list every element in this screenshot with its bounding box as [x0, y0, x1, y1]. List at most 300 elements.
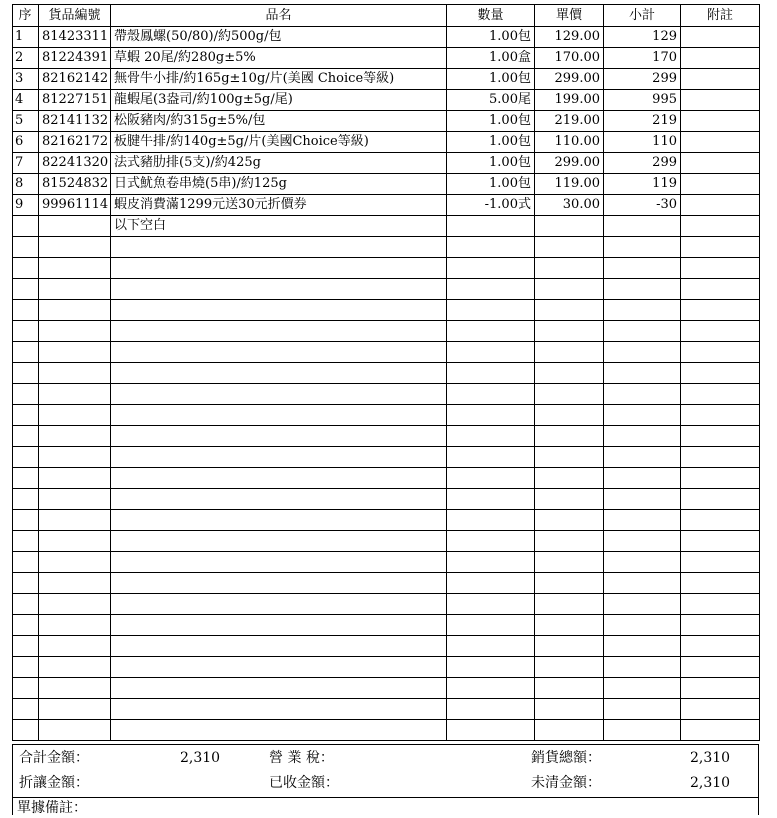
- blank-cell: [39, 321, 111, 342]
- blank-cell: [111, 258, 447, 279]
- blank-cell: [39, 720, 111, 741]
- blank-row: [13, 510, 760, 531]
- row-qty: [447, 195, 535, 216]
- row-name: 無骨牛小排/約165g±10g/片(美國 Choice等級): [111, 69, 447, 90]
- blank-cell: [535, 657, 604, 678]
- row-code: 81227151: [39, 90, 111, 111]
- blank-cell: [604, 258, 681, 279]
- row-name: 龍蝦尾(3盎司/約100g±5g/尾): [111, 90, 447, 111]
- blank-cell: [111, 678, 447, 699]
- row-seq: 9: [13, 195, 39, 216]
- blank-cell: [681, 237, 760, 258]
- blank-row: [13, 552, 760, 573]
- blank-cell: [604, 405, 681, 426]
- row-note: [681, 153, 760, 174]
- blank-cell: [447, 720, 535, 741]
- row-name: 板腱牛排/約140g±5g/片(美國Choice等級): [111, 132, 447, 153]
- row-qty-value: 1.00: [489, 176, 518, 191]
- blank-cell: [13, 552, 39, 573]
- blank-cell: [39, 447, 111, 468]
- blank-cell: [111, 657, 447, 678]
- blank-cell: [604, 720, 681, 741]
- header-subtotal: 小計: [604, 5, 681, 27]
- table-row: [13, 132, 760, 153]
- unpaid-value: 2,310: [690, 775, 731, 791]
- order-sheet: [12, 4, 759, 741]
- blank-cell: [39, 615, 111, 636]
- order-table-body: [13, 27, 760, 741]
- blank-cell: [535, 615, 604, 636]
- blank-cell: [535, 363, 604, 384]
- row-subtotal: -30: [604, 195, 681, 216]
- blank-cell: [111, 468, 447, 489]
- header-row: [13, 5, 760, 27]
- remark-row: [13, 797, 758, 818]
- row-qty-value: 1.00: [489, 29, 518, 44]
- row-qty: [447, 48, 535, 69]
- blank-cell: [681, 594, 760, 615]
- blank-cell: [447, 447, 535, 468]
- total-value: 2,310: [180, 750, 221, 766]
- blank-cell: [13, 699, 39, 720]
- row-note: [681, 69, 760, 90]
- blank-cell: [447, 657, 535, 678]
- blank-cell: [447, 594, 535, 615]
- summary-footer: [12, 744, 759, 815]
- blank-cell: [13, 279, 39, 300]
- table-row: [13, 153, 760, 174]
- blank-cell: [681, 531, 760, 552]
- blank-cell: [39, 384, 111, 405]
- blank-cell: [681, 447, 760, 468]
- blank-cell: [39, 594, 111, 615]
- blank-cell: [111, 531, 447, 552]
- blank-cell: [604, 573, 681, 594]
- blank-row: [13, 405, 760, 426]
- row-note: [681, 195, 760, 216]
- blank-cell: [447, 489, 535, 510]
- blank-row: [13, 237, 760, 258]
- row-code: 82241320: [39, 153, 111, 174]
- blank-row: [13, 447, 760, 468]
- row-qty: [447, 111, 535, 132]
- blank-cell: [13, 363, 39, 384]
- row-price: 30.00: [535, 195, 604, 216]
- row-seq: 6: [13, 132, 39, 153]
- row-subtotal: 170: [604, 48, 681, 69]
- row-note: [681, 90, 760, 111]
- row-price: 299.00: [535, 153, 604, 174]
- blank-cell: [604, 447, 681, 468]
- table-row: [13, 27, 760, 48]
- blank-cell: [13, 531, 39, 552]
- summary-row-2: [13, 772, 758, 794]
- row-qty-value: 1.00: [489, 50, 518, 65]
- row-name: 蝦皮消費滿1299元送30元折價券: [111, 195, 447, 216]
- blank-cell: [447, 342, 535, 363]
- blank-cell: [681, 342, 760, 363]
- row-note: [681, 27, 760, 48]
- blank-cell: [535, 699, 604, 720]
- blank-row: [13, 279, 760, 300]
- blank-cell: [13, 720, 39, 741]
- blank-cell: [39, 258, 111, 279]
- blank-cell: [111, 699, 447, 720]
- row-code: 82162172: [39, 132, 111, 153]
- blank-cell: [447, 279, 535, 300]
- blank-row: [13, 300, 760, 321]
- row-qty-unit: 尾: [517, 92, 531, 107]
- blank-cell: [681, 258, 760, 279]
- blank-cell: [13, 321, 39, 342]
- row-price: 170.00: [535, 48, 604, 69]
- row-qty-unit: 式: [517, 197, 531, 212]
- blank-cell: [13, 489, 39, 510]
- row-subtotal: 219: [604, 111, 681, 132]
- blank-cell: [39, 699, 111, 720]
- blank-cell: [604, 636, 681, 657]
- row-subtotal: 299: [604, 153, 681, 174]
- blank-row: [13, 363, 760, 384]
- table-row: [13, 111, 760, 132]
- blank-row: [13, 342, 760, 363]
- row-subtotal: 110: [604, 132, 681, 153]
- blank-cell: [39, 678, 111, 699]
- table-row: [13, 69, 760, 90]
- blank-row: [13, 468, 760, 489]
- row-price: 219.00: [535, 111, 604, 132]
- summary-row-1: [13, 747, 758, 769]
- blank-cell: [535, 573, 604, 594]
- header-code: 貨品編號: [39, 5, 111, 27]
- blank-cell: [447, 237, 535, 258]
- row-name: 法式豬肋排(5支)/約425g: [111, 153, 447, 174]
- blank-cell: [13, 468, 39, 489]
- blank-cell: [604, 678, 681, 699]
- row-qty: [447, 69, 535, 90]
- row-qty-unit: 包: [517, 155, 531, 170]
- blank-cell: [39, 531, 111, 552]
- row-qty-value: -1.00: [484, 197, 518, 212]
- row-subtotal: 119: [604, 174, 681, 195]
- blank-row: [13, 657, 760, 678]
- blank-cell: [604, 363, 681, 384]
- blank-cell: [13, 342, 39, 363]
- blank-cell: [535, 552, 604, 573]
- blank-cell: [535, 426, 604, 447]
- blank-cell: [681, 363, 760, 384]
- blank-cell: [681, 489, 760, 510]
- blank-cell: [681, 426, 760, 447]
- table-row: [13, 90, 760, 111]
- end-marker-row: [13, 216, 760, 237]
- blank-cell: [604, 237, 681, 258]
- blank-cell: [681, 321, 760, 342]
- blank-cell: [13, 573, 39, 594]
- remark-label: 單據備註：: [17, 800, 87, 816]
- row-name: 草蝦 20尾/約280g±5%: [111, 48, 447, 69]
- blank-cell: [111, 573, 447, 594]
- header-seq: 序: [13, 5, 39, 27]
- row-qty-unit: 包: [517, 71, 531, 86]
- blank-row: [13, 258, 760, 279]
- header-qty: 數量: [447, 5, 535, 27]
- blank-cell: [535, 678, 604, 699]
- row-qty: [447, 216, 535, 237]
- blank-cell: [111, 552, 447, 573]
- blank-cell: [681, 510, 760, 531]
- blank-row: [13, 615, 760, 636]
- row-seq: 4: [13, 90, 39, 111]
- blank-cell: [111, 489, 447, 510]
- unpaid-label: 未清金額：: [531, 775, 601, 791]
- blank-cell: [681, 699, 760, 720]
- row-code: 81423311: [39, 27, 111, 48]
- row-qty-unit: 盒: [517, 50, 531, 65]
- blank-cell: [604, 279, 681, 300]
- blank-cell: [111, 447, 447, 468]
- header-note: 附註: [681, 5, 760, 27]
- total-label: 合計金額：: [19, 750, 89, 766]
- table-row: [13, 195, 760, 216]
- blank-cell: [681, 552, 760, 573]
- blank-cell: [447, 426, 535, 447]
- blank-cell: [604, 531, 681, 552]
- blank-cell: [681, 300, 760, 321]
- blank-cell: [681, 384, 760, 405]
- blank-cell: [39, 657, 111, 678]
- tax-label: 營 業 稅：: [269, 750, 334, 766]
- blank-cell: [604, 342, 681, 363]
- blank-cell: [447, 699, 535, 720]
- blank-cell: [447, 678, 535, 699]
- row-price: 110.00: [535, 132, 604, 153]
- blank-cell: [681, 279, 760, 300]
- blank-row: [13, 678, 760, 699]
- blank-row: [13, 384, 760, 405]
- blank-cell: [111, 363, 447, 384]
- blank-cell: [447, 468, 535, 489]
- blank-cell: [535, 258, 604, 279]
- row-code: [39, 216, 111, 237]
- blank-cell: [13, 300, 39, 321]
- blank-cell: [13, 636, 39, 657]
- blank-cell: [681, 636, 760, 657]
- table-row: [13, 48, 760, 69]
- blank-cell: [111, 426, 447, 447]
- blank-cell: [39, 468, 111, 489]
- blank-cell: [681, 573, 760, 594]
- row-note: [681, 132, 760, 153]
- blank-cell: [604, 699, 681, 720]
- blank-row: [13, 636, 760, 657]
- blank-cell: [111, 636, 447, 657]
- blank-cell: [39, 426, 111, 447]
- blank-cell: [39, 552, 111, 573]
- order-table: [12, 4, 760, 741]
- blank-cell: [39, 342, 111, 363]
- row-seq: 2: [13, 48, 39, 69]
- blank-cell: [13, 510, 39, 531]
- blank-cell: [535, 342, 604, 363]
- blank-cell: [447, 531, 535, 552]
- blank-row: [13, 489, 760, 510]
- row-subtotal: 129: [604, 27, 681, 48]
- blank-cell: [535, 489, 604, 510]
- blank-cell: [447, 615, 535, 636]
- row-qty-value: 5.00: [489, 92, 518, 107]
- blank-cell: [39, 300, 111, 321]
- blank-cell: [447, 405, 535, 426]
- blank-cell: [111, 279, 447, 300]
- blank-cell: [535, 468, 604, 489]
- row-qty-unit: 包: [517, 134, 531, 149]
- row-code: 99961114: [39, 195, 111, 216]
- blank-cell: [535, 405, 604, 426]
- blank-row: [13, 426, 760, 447]
- blank-cell: [604, 489, 681, 510]
- row-qty-value: 1.00: [489, 71, 518, 86]
- blank-cell: [13, 384, 39, 405]
- row-name: 帶殼鳳螺(50/80)/約500g/包: [111, 27, 447, 48]
- blank-row: [13, 573, 760, 594]
- row-code: 82141132: [39, 111, 111, 132]
- table-row: [13, 174, 760, 195]
- blank-cell: [39, 363, 111, 384]
- blank-cell: [111, 237, 447, 258]
- blank-cell: [447, 321, 535, 342]
- blank-cell: [39, 405, 111, 426]
- row-seq: 7: [13, 153, 39, 174]
- blank-cell: [111, 342, 447, 363]
- blank-cell: [447, 636, 535, 657]
- row-price: 119.00: [535, 174, 604, 195]
- blank-cell: [604, 468, 681, 489]
- blank-cell: [604, 384, 681, 405]
- blank-cell: [447, 573, 535, 594]
- blank-cell: [535, 636, 604, 657]
- row-price: 199.00: [535, 90, 604, 111]
- row-qty: [447, 174, 535, 195]
- blank-cell: [681, 678, 760, 699]
- blank-row: [13, 321, 760, 342]
- blank-cell: [447, 363, 535, 384]
- blank-cell: [681, 468, 760, 489]
- blank-cell: [39, 636, 111, 657]
- blank-cell: [604, 321, 681, 342]
- blank-cell: [604, 552, 681, 573]
- blank-cell: [13, 426, 39, 447]
- blank-cell: [447, 384, 535, 405]
- row-note: [681, 216, 760, 237]
- row-subtotal: 299: [604, 69, 681, 90]
- received-label: 已收金額：: [269, 775, 339, 791]
- blank-cell: [447, 300, 535, 321]
- row-qty-unit: 包: [517, 29, 531, 44]
- row-name: 松阪豬肉/約315g±5%/包: [111, 111, 447, 132]
- row-subtotal: 995: [604, 90, 681, 111]
- blank-row: [13, 594, 760, 615]
- blank-cell: [447, 552, 535, 573]
- blank-cell: [111, 405, 447, 426]
- blank-row: [13, 699, 760, 720]
- header-name: 品名: [111, 5, 447, 27]
- blank-cell: [39, 279, 111, 300]
- header-price: 單價: [535, 5, 604, 27]
- blank-cell: [13, 657, 39, 678]
- blank-cell: [535, 510, 604, 531]
- row-price: 129.00: [535, 27, 604, 48]
- row-qty-value: 1.00: [489, 155, 518, 170]
- row-price: [535, 216, 604, 237]
- blank-cell: [681, 720, 760, 741]
- row-note: [681, 111, 760, 132]
- discount-label: 折讓金額：: [19, 775, 89, 791]
- blank-cell: [13, 615, 39, 636]
- row-seq: [13, 216, 39, 237]
- row-qty-unit: 包: [517, 113, 531, 128]
- row-qty: [447, 153, 535, 174]
- row-seq: 5: [13, 111, 39, 132]
- sales-total-value: 2,310: [690, 750, 731, 766]
- row-name: 日式魷魚卷串燒(5串)/約125g: [111, 174, 447, 195]
- row-code: 81224391: [39, 48, 111, 69]
- blank-row: [13, 720, 760, 741]
- row-code: 82162142: [39, 69, 111, 90]
- blank-cell: [39, 237, 111, 258]
- blank-cell: [535, 279, 604, 300]
- row-seq: 3: [13, 69, 39, 90]
- sales-total-label: 銷貨總額：: [531, 750, 601, 766]
- blank-cell: [535, 594, 604, 615]
- row-note: [681, 48, 760, 69]
- row-code: 81524832: [39, 174, 111, 195]
- blank-cell: [111, 615, 447, 636]
- blank-cell: [13, 678, 39, 699]
- row-qty: [447, 132, 535, 153]
- blank-cell: [111, 321, 447, 342]
- blank-cell: [604, 594, 681, 615]
- blank-cell: [681, 615, 760, 636]
- blank-cell: [535, 321, 604, 342]
- blank-cell: [535, 531, 604, 552]
- row-note: [681, 174, 760, 195]
- blank-cell: [604, 426, 681, 447]
- blank-cell: [604, 615, 681, 636]
- blank-cell: [39, 510, 111, 531]
- row-subtotal: [604, 216, 681, 237]
- blank-cell: [535, 384, 604, 405]
- row-qty-unit: 包: [517, 176, 531, 191]
- blank-cell: [111, 300, 447, 321]
- blank-cell: [681, 657, 760, 678]
- blank-cell: [535, 300, 604, 321]
- row-qty-value: 1.00: [489, 113, 518, 128]
- blank-row: [13, 531, 760, 552]
- blank-cell: [13, 258, 39, 279]
- blank-cell: [111, 384, 447, 405]
- blank-cell: [604, 300, 681, 321]
- end-marker: 以下空白: [111, 216, 447, 237]
- row-seq: 1: [13, 27, 39, 48]
- blank-cell: [13, 237, 39, 258]
- blank-cell: [111, 510, 447, 531]
- blank-cell: [13, 405, 39, 426]
- blank-cell: [535, 237, 604, 258]
- blank-cell: [681, 405, 760, 426]
- blank-cell: [39, 573, 111, 594]
- blank-cell: [111, 720, 447, 741]
